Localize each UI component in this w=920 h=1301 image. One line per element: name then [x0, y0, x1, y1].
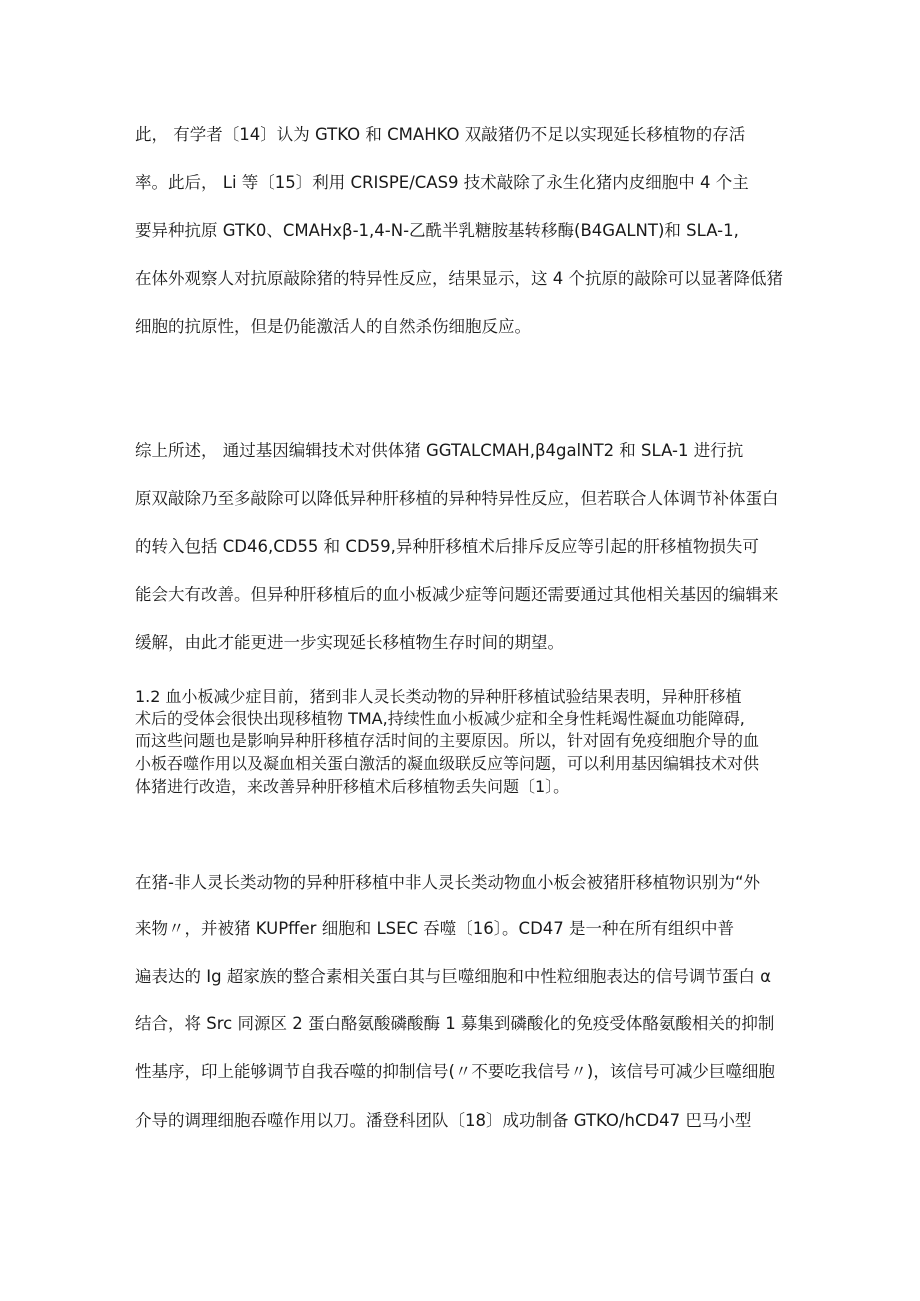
text-line: 率。此后， Li 等〔15〕利用 CRISPE/CAS9 技术敲除了永生化猪内皮细胞中 4 个主 [135, 173, 749, 192]
section-heading-line: 1.2 血小板减少症目前，猪到非人灵长类动物的异种肝移植试验结果表明，异种肝移植 [135, 687, 742, 706]
text-line: 细胞的抗原性，但是仍能激活人的自然杀伤细胞反应。 [135, 317, 531, 336]
text-line: 缓解，由此才能更进一步实现延长移植物生存时间的期望。 [135, 633, 564, 652]
text-line: 结合，将 Src 同源区 2 蛋白酪氨酸磷酸酶 1 募集到磷酸化的免疫受体酪氨酸相关的抑制 [135, 1014, 775, 1033]
text-line: 原双敲除乃至多敲除可以降低异种肝移植的异种特异性反应，但若联合人体调节补体蛋白 [135, 489, 779, 508]
text-line: 的转入包括 CD46,CD55 和 CD59,异种肝移植术后排斥反应等引起的肝移植物损失可 [135, 537, 759, 556]
text-line: 介导的调理细胞吞噬作用以刀。潘登科团队〔18〕成功制备 GTKO/hCD47 巴马小型 [135, 1111, 752, 1130]
text-line: 综上所述， 通过基因编辑技术对供体猪 GGTALCMAH,β4galNT2 和 SLA-1 进行抗 [135, 441, 744, 460]
text-line: 小板吞噬作用以及凝血相关蛋白激活的凝血级联反应等问题，可以利用基因编辑技术对供 [135, 754, 760, 773]
text-line: 能会大有改善。但异种肝移植后的血小板减少症等问题还需要通过其他相关基因的编辑来 [135, 585, 779, 604]
text-line: 体猪进行改造，来改善异种肝移植术后移植物丢失问题〔1〕。 [135, 777, 570, 796]
text-line: 遍表达的 Ig 超家族的整合素相关蛋白其与巨噬细胞和中性粒细胞表达的信号调节蛋白 α [135, 967, 771, 986]
text-line: 性基序，印上能够调节自我吞噬的抑制信号(〃不要吃我信号〃)，该信号可减少巨噬细胞 [135, 1062, 775, 1081]
text-line: 此， 有学者〔14〕认为 GTKO 和 CMAHKO 双敲猪仍不足以实现延长移植物的存活 [135, 125, 746, 144]
text-line: 要异种抗原 GTK0、CMAHxβ-1,4-N-乙酰半乳糖胺基转移酶(B4GALNT)和 SLA-1, [135, 221, 739, 240]
text-line: 而这些问题也是影响异种肝移植存活时间的主要原因。所以，针对固有免疫细胞介导的血 [135, 731, 760, 750]
text-line: 术后的受体会很快出现移植物 TMA,持续性血小板减少症和全身性耗竭性凝血功能障碍, [135, 709, 745, 728]
text-line: 来物〃，并被猪 KUPffer 细胞和 LSEC 吞噬〔16〕。CD47 是一种在所有组织中普 [135, 919, 735, 938]
text-line: 在猪-非人灵长类动物的异种肝移植中非人灵长类动物血小板会被猪肝移植物识别为“外 [135, 873, 761, 892]
text-line: 在体外观察人对抗原敲除猪的特异性反应，结果显示，这 4 个抗原的敲除可以显著降低猪 [135, 269, 783, 288]
